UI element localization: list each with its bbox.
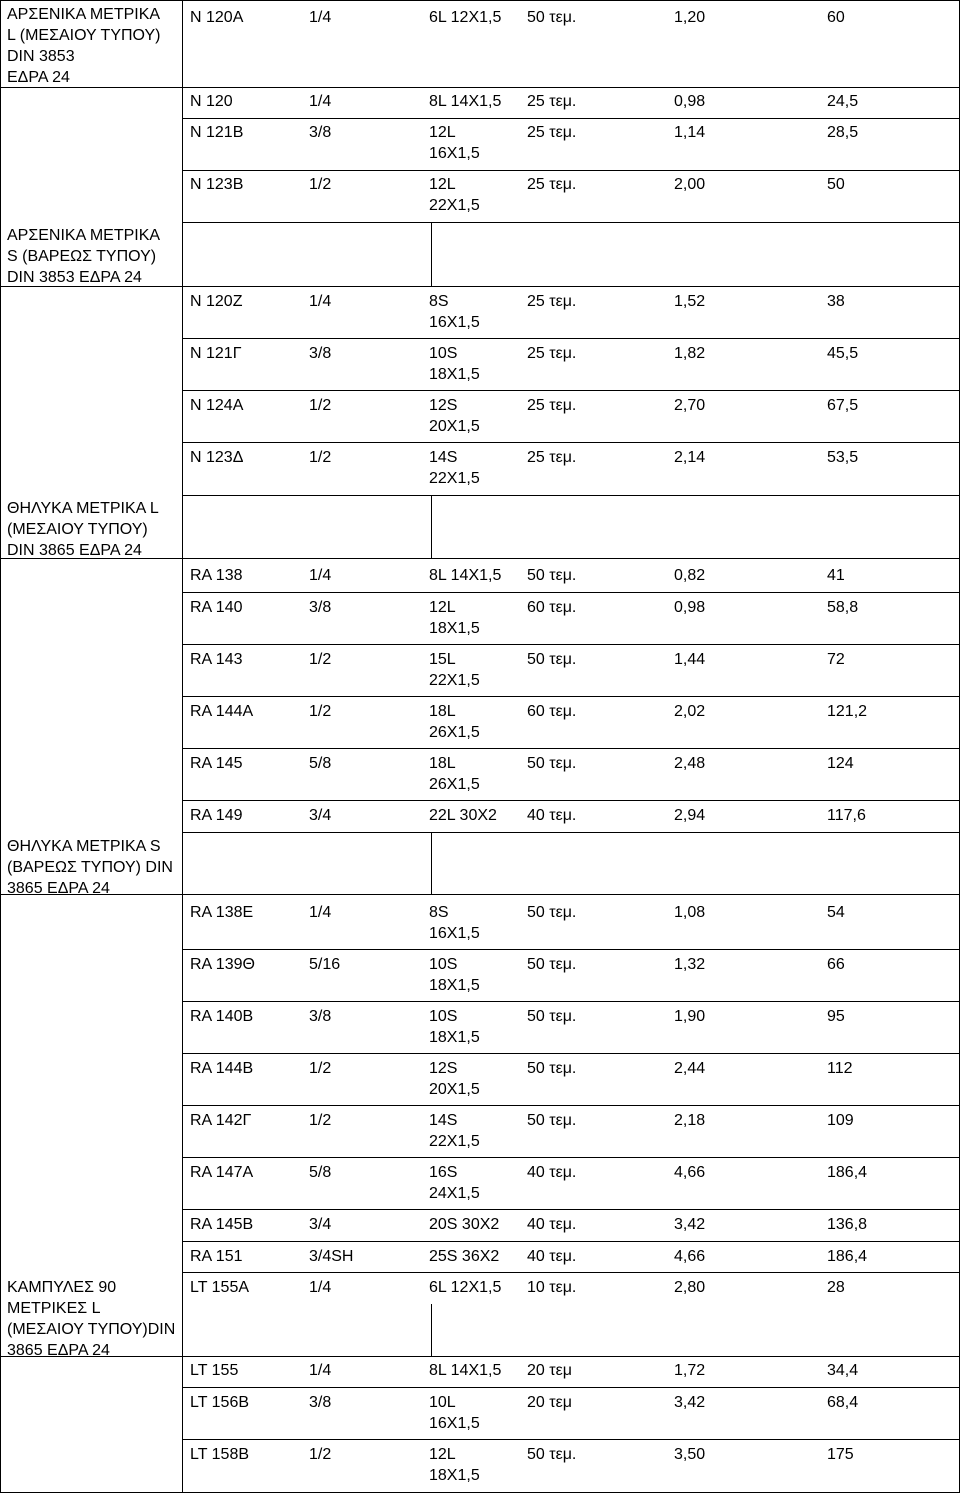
cell-code: RA 149 [190, 807, 243, 824]
cell-code: RA 139Θ [190, 956, 255, 973]
cell-thread: 8L 14X1,5 [429, 93, 502, 110]
cell-thread: 20X1,5 [429, 1081, 480, 1098]
grid-line [182, 1272, 960, 1273]
cell-thread: 15L [429, 651, 456, 668]
grid-line [182, 1356, 960, 1357]
cell-size: 1/2 [309, 397, 332, 414]
cell-total: 95 [827, 1008, 845, 1025]
category-label: DIN 3865 ΕΔΡΑ 24 [7, 542, 142, 559]
cell-thread: 12L [429, 1446, 456, 1463]
cell-price: 1,20 [674, 9, 706, 26]
cell-pack: 50 τεμ. [527, 567, 577, 584]
cell-thread: 12S [429, 397, 458, 414]
cell-price: 3,42 [674, 1216, 706, 1233]
cell-price: 1,90 [674, 1008, 706, 1025]
cell-thread: 18X1,5 [429, 1029, 480, 1046]
cell-price: 1,08 [674, 904, 706, 921]
cell-code: LT 155 [190, 1362, 239, 1379]
cell-code: LT 155A [190, 1279, 250, 1296]
grid-line [182, 1157, 960, 1158]
grid-line [182, 1209, 960, 1210]
cell-code: N 121B [190, 124, 244, 141]
cell-thread: 10S [429, 345, 458, 362]
cell-code: LT 156B [190, 1394, 250, 1411]
cell-pack: 50 τεμ. [527, 1060, 577, 1077]
cell-thread: 18X1,5 [429, 620, 480, 637]
cell-pack: 20 τεμ [527, 1394, 572, 1411]
cell-size: 1/4 [309, 293, 332, 310]
cell-size: 1/4 [309, 567, 332, 584]
grid-line [182, 748, 960, 749]
cell-code: RA 151 [190, 1248, 243, 1265]
cell-pack: 40 τεμ. [527, 1248, 577, 1265]
grid-line [182, 800, 960, 801]
category-label: ΚΑΜΠΥΛΕΣ 90 [7, 1279, 117, 1296]
cell-pack: 60 τεμ. [527, 703, 577, 720]
cell-size: 5/16 [309, 956, 341, 973]
cell-total: 60 [827, 9, 845, 26]
cell-total: 124 [827, 755, 854, 772]
cell-total: 41 [827, 567, 845, 584]
cell-price: 1,44 [674, 651, 706, 668]
grid-line [182, 338, 960, 339]
cell-pack: 50 τεμ. [527, 651, 577, 668]
cell-thread: 16X1,5 [429, 314, 480, 331]
grid-line [182, 286, 960, 287]
cell-code: RA 144B [190, 1060, 254, 1077]
cell-total: 50 [827, 176, 845, 193]
cell-price: 0,98 [674, 93, 706, 110]
grid-line [431, 832, 432, 894]
cell-price: 0,98 [674, 599, 706, 616]
category-label: (ΜΕΣΑΙΟΥ ΤΥΠΟΥ) [7, 521, 148, 538]
cell-thread: 20X1,5 [429, 418, 480, 435]
cell-total: 175 [827, 1446, 854, 1463]
cell-pack: 25 τεμ. [527, 345, 577, 362]
cell-thread: 18X1,5 [429, 977, 480, 994]
cell-pack: 40 τεμ. [527, 807, 577, 824]
cell-code: RA 144A [190, 703, 254, 720]
cell-thread: 16S [429, 1164, 458, 1181]
category-label: L (ΜΕΣΑΙΟΥ ΤΥΠΟΥ) [7, 27, 161, 44]
cell-pack: 50 τεμ. [527, 956, 577, 973]
cell-size: 1/4 [309, 1362, 332, 1379]
cell-pack: 50 τεμ. [527, 1446, 577, 1463]
grid-line [182, 442, 960, 443]
category-label: DIN 3853 ΕΔΡΑ 24 [7, 269, 142, 286]
category-label: DIN 3853 [7, 48, 75, 65]
cell-pack: 20 τεμ [527, 1362, 572, 1379]
cell-code: RA 147A [190, 1164, 254, 1181]
cell-thread: 18L [429, 703, 456, 720]
cell-code: RA 142Γ [190, 1112, 252, 1129]
cell-thread: 6L 12X1,5 [429, 1279, 502, 1296]
cell-size: 1/2 [309, 1060, 332, 1077]
cell-code: N 120Z [190, 293, 243, 310]
cell-price: 2,02 [674, 703, 706, 720]
cell-total: 53,5 [827, 449, 859, 466]
grid-line [182, 558, 960, 559]
cell-size: 3/4SH [309, 1248, 354, 1265]
cell-total: 24,5 [827, 93, 859, 110]
cell-pack: 25 τεμ. [527, 124, 577, 141]
cell-price: 1,82 [674, 345, 706, 362]
cell-price: 2,00 [674, 176, 706, 193]
grid-line [182, 0, 183, 1493]
cell-code: LT 158B [190, 1446, 250, 1463]
cell-code: N 123Δ [190, 449, 244, 466]
cell-pack: 40 τεμ. [527, 1216, 577, 1233]
grid-line [182, 170, 960, 171]
cell-price: 2,44 [674, 1060, 706, 1077]
cell-price: 2,70 [674, 397, 706, 414]
cell-price: 1,72 [674, 1362, 706, 1379]
cell-total: 54 [827, 904, 845, 921]
cell-thread: 22X1,5 [429, 470, 480, 487]
grid-line [182, 1001, 960, 1002]
cell-size: 5/8 [309, 1164, 332, 1181]
cell-total: 67,5 [827, 397, 859, 414]
cell-price: 2,48 [674, 755, 706, 772]
cell-size: 1/2 [309, 1446, 332, 1463]
cell-code: N 120A [190, 9, 244, 26]
cell-total: 68,4 [827, 1394, 859, 1411]
cell-thread: 8S [429, 904, 449, 921]
cell-price: 4,66 [674, 1248, 706, 1265]
cell-thread: 22L 30X2 [429, 807, 497, 824]
cell-code: RA 138 [190, 567, 243, 584]
cell-thread: 18X1,5 [429, 366, 480, 383]
cell-size: 1/2 [309, 1112, 332, 1129]
cell-thread: 8L 14X1,5 [429, 567, 502, 584]
grid-line [182, 949, 960, 950]
cell-size: 3/8 [309, 599, 332, 616]
grid-line [182, 87, 960, 88]
cell-thread: 26X1,5 [429, 724, 480, 741]
cell-pack: 25 τεμ. [527, 449, 577, 466]
grid-line [182, 222, 960, 223]
cell-thread: 14S [429, 1112, 458, 1129]
cell-price: 1,52 [674, 293, 706, 310]
grid-line [182, 894, 960, 895]
cell-price: 2,14 [674, 449, 706, 466]
cell-size: 3/4 [309, 807, 332, 824]
cell-size: 1/2 [309, 651, 332, 668]
category-label: ΜΕΤΡΙΚΕΣ L [7, 1300, 101, 1317]
cell-total: 45,5 [827, 345, 859, 362]
grid-line [431, 222, 432, 286]
grid-line [0, 0, 1, 1493]
cell-total: 28,5 [827, 124, 859, 141]
category-label: S (ΒΑΡΕΩΣ ΤΥΠΟΥ) [7, 248, 157, 265]
cell-thread: 20S 30X2 [429, 1216, 500, 1233]
cell-size: 5/8 [309, 755, 332, 772]
cell-pack: 50 τεμ. [527, 904, 577, 921]
cell-size: 1/4 [309, 93, 332, 110]
grid-line [182, 644, 960, 645]
cell-thread: 26X1,5 [429, 776, 480, 793]
cell-price: 1,14 [674, 124, 706, 141]
grid-line [182, 495, 960, 496]
cell-total: 186,4 [827, 1248, 868, 1265]
cell-thread: 22X1,5 [429, 672, 480, 689]
cell-code: RA 145 [190, 755, 243, 772]
cell-price: 1,32 [674, 956, 706, 973]
cell-total: 121,2 [827, 703, 868, 720]
cell-price: 4,66 [674, 1164, 706, 1181]
cell-pack: 25 τεμ. [527, 93, 577, 110]
cell-total: 34,4 [827, 1362, 859, 1379]
grid-line [431, 495, 432, 558]
cell-thread: 25S 36X2 [429, 1248, 500, 1265]
cell-thread: 8S [429, 293, 449, 310]
cell-pack: 25 τεμ. [527, 176, 577, 193]
cell-thread: 16X1,5 [429, 145, 480, 162]
cell-price: 3,42 [674, 1394, 706, 1411]
category-label: ΘΗΛΥΚΑ ΜΕΤΡΙΚΑ S [7, 838, 161, 855]
cell-total: 109 [827, 1112, 854, 1129]
grid-line [431, 1304, 432, 1356]
cell-total: 136,8 [827, 1216, 868, 1233]
cell-total: 28 [827, 1279, 845, 1296]
cell-size: 3/8 [309, 1394, 332, 1411]
grid-line [182, 1439, 960, 1440]
category-label: ΑΡΣΕΝΙΚΑ ΜΕΤΡΙΚΑ [7, 227, 161, 244]
cell-thread: 10S [429, 1008, 458, 1025]
category-label: ΕΔΡΑ 24 [7, 69, 70, 86]
cell-thread: 22X1,5 [429, 1133, 480, 1150]
cell-price: 2,80 [674, 1279, 706, 1296]
grid-line [182, 1053, 960, 1054]
cell-size: 3/8 [309, 345, 332, 362]
grid-line [182, 832, 960, 833]
cell-total: 186,4 [827, 1164, 868, 1181]
category-label: ΑΡΣΕΝΙΚΑ ΜΕΤΡΙΚΑ [7, 6, 161, 23]
cell-pack: 60 τεμ. [527, 599, 577, 616]
grid-line [182, 118, 960, 119]
category-label: 3865 ΕΔΡΑ 24 [7, 880, 110, 897]
cell-pack: 50 τεμ. [527, 9, 577, 26]
cell-size: 1/2 [309, 449, 332, 466]
cell-pack: 40 τεμ. [527, 1164, 577, 1181]
cell-thread: 14S [429, 449, 458, 466]
cell-pack: 50 τεμ. [527, 1008, 577, 1025]
cell-pack: 25 τεμ. [527, 397, 577, 414]
cell-pack: 50 τεμ. [527, 1112, 577, 1129]
category-label: (ΒΑΡΕΩΣ ΤΥΠΟΥ) DIN [7, 859, 173, 876]
cell-price: 3,50 [674, 1446, 706, 1463]
category-label: 3865 ΕΔΡΑ 24 [7, 1342, 110, 1359]
cell-code: RA 140B [190, 1008, 254, 1025]
cell-code: RA 140 [190, 599, 243, 616]
grid-line [0, 0, 960, 1]
cell-size: 1/4 [309, 904, 332, 921]
cell-total: 38 [827, 293, 845, 310]
cell-pack: 50 τεμ. [527, 755, 577, 772]
cell-thread: 24X1,5 [429, 1185, 480, 1202]
cell-size: 1/4 [309, 1279, 332, 1296]
cell-size: 3/4 [309, 1216, 332, 1233]
cell-total: 72 [827, 651, 845, 668]
cell-thread: 18L [429, 755, 456, 772]
grid-line [182, 1241, 960, 1242]
cell-size: 3/8 [309, 124, 332, 141]
cell-thread: 12L [429, 176, 456, 193]
cell-price: 2,18 [674, 1112, 706, 1129]
grid-line [182, 592, 960, 593]
cell-code: RA 145B [190, 1216, 254, 1233]
grid-line [182, 390, 960, 391]
cell-total: 66 [827, 956, 845, 973]
cell-total: 112 [827, 1060, 853, 1077]
cell-size: 3/8 [309, 1008, 332, 1025]
cell-total: 117,6 [827, 807, 866, 824]
grid-line [182, 1105, 960, 1106]
cell-thread: 10S [429, 956, 458, 973]
cell-code: RA 138E [190, 904, 254, 921]
cell-thread: 22X1,5 [429, 197, 480, 214]
cell-code: N 121Γ [190, 345, 242, 362]
cell-thread: 16X1,5 [429, 1415, 480, 1432]
category-label: ΘΗΛΥΚΑ ΜΕΤΡΙΚΑ L [7, 500, 159, 517]
grid-line [182, 696, 960, 697]
cell-size: 1/2 [309, 703, 332, 720]
category-label: (ΜΕΣΑΙΟΥ ΤΥΠΟΥ)DIN [7, 1321, 176, 1338]
cell-thread: 12L [429, 124, 456, 141]
cell-thread: 8L 14X1,5 [429, 1362, 502, 1379]
cell-thread: 10L [429, 1394, 456, 1411]
cell-thread: 6L 12X1,5 [429, 9, 502, 26]
cell-price: 2,94 [674, 807, 706, 824]
cell-size: 1/4 [309, 9, 332, 26]
cell-price: 0,82 [674, 567, 706, 584]
cell-thread: 18X1,5 [429, 1467, 480, 1484]
cell-code: N 124A [190, 397, 244, 414]
cell-code: N 120 [190, 93, 233, 110]
cell-pack: 10 τεμ. [527, 1279, 577, 1296]
cell-thread: 12L [429, 599, 456, 616]
cell-pack: 25 τεμ. [527, 293, 577, 310]
cell-size: 1/2 [309, 176, 332, 193]
cell-thread: 16X1,5 [429, 925, 480, 942]
cell-total: 58,8 [827, 599, 859, 616]
cell-thread: 12S [429, 1060, 458, 1077]
grid-line [182, 1387, 960, 1388]
cell-code: N 123B [190, 176, 244, 193]
cell-code: RA 143 [190, 651, 243, 668]
